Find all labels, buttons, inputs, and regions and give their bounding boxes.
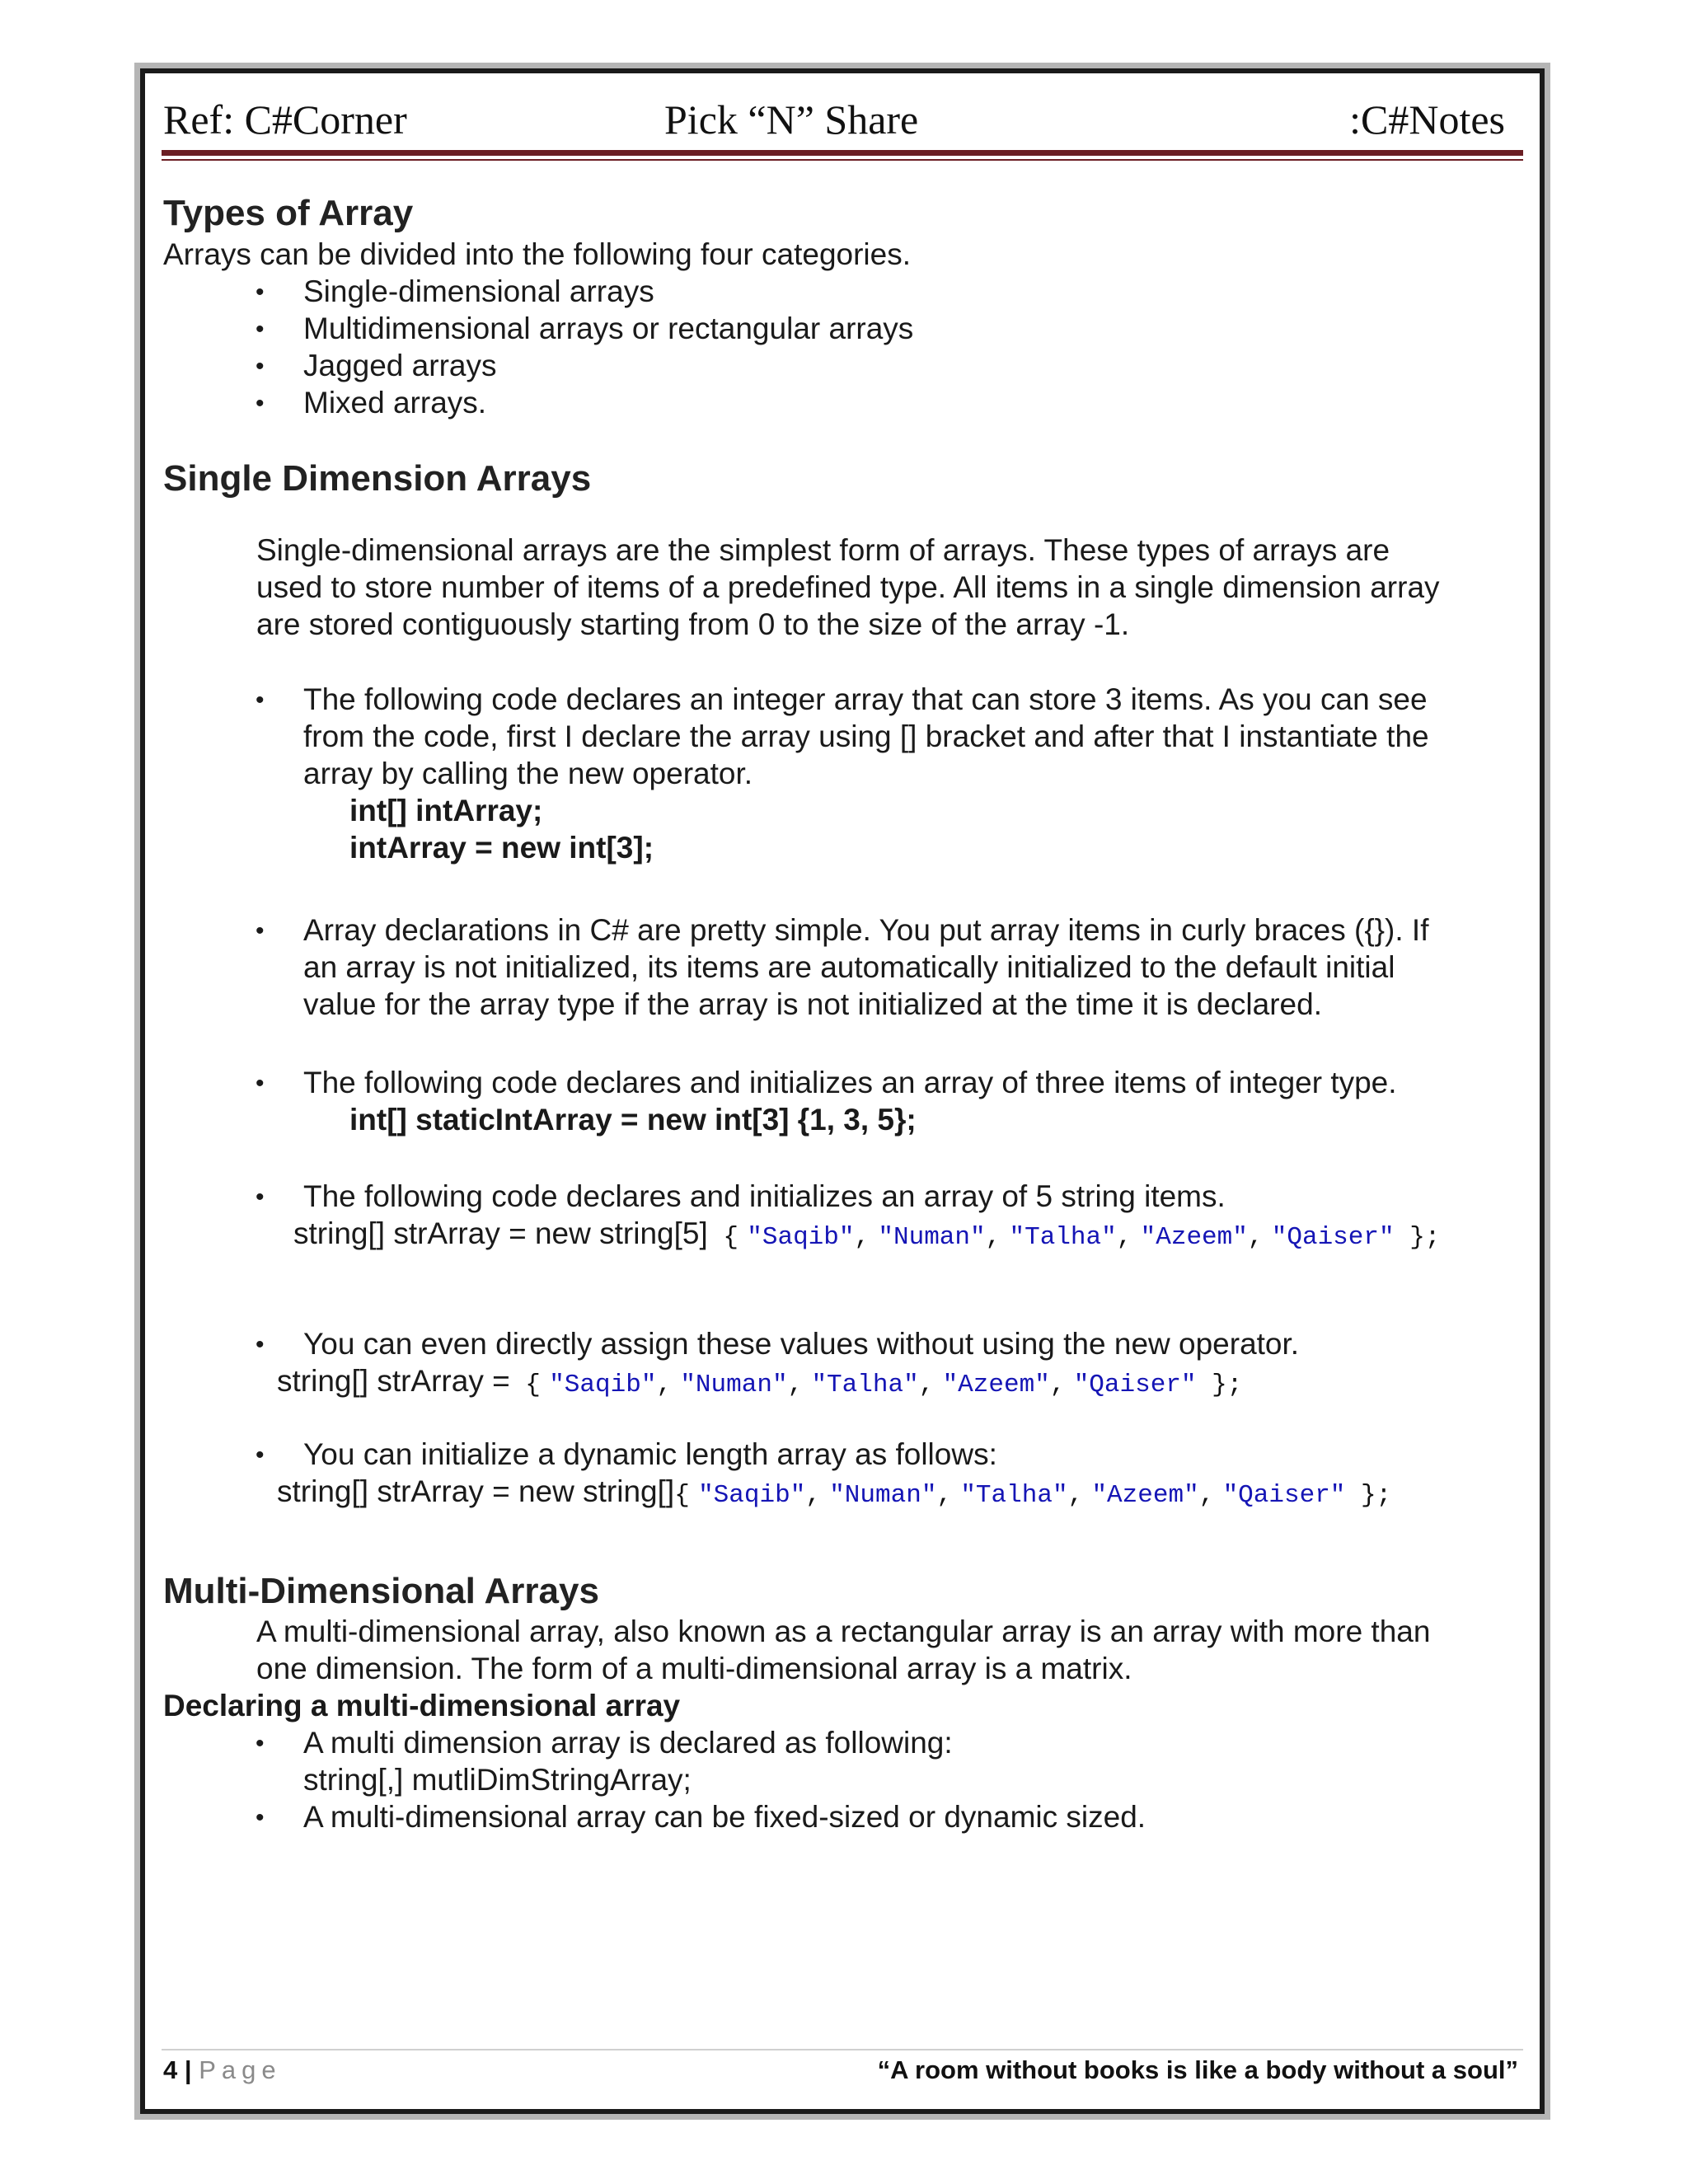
single-b1-line: array by calling the new operator. [303,757,753,790]
bullet-icon: • [256,1730,265,1757]
footer-page [163,2055,282,2085]
multi-b1-text: A multi dimension array is declared as following: [303,1726,953,1760]
code-comma: , [985,1223,1001,1252]
code-string: "Talha" [811,1371,919,1399]
bullet-icon: • [256,390,265,417]
types-item-3: Jagged arrays [303,349,497,382]
code-string: "Azeem" [1091,1481,1199,1510]
code-string: "Saqib" [747,1223,855,1252]
footer-page-label: Page [199,2055,282,2084]
bullet-icon: • [256,1441,265,1469]
single-b1-code-line: intArray = new int[3]; [349,831,654,865]
code-comma: , [787,1371,804,1399]
code-brace: { [707,1223,738,1252]
single-b1-line: from the code, first I declare the array using [] bracket and after that I instantiate the [303,719,1429,753]
multi-heading: Multi-Dimensional Arrays [163,1571,599,1611]
bullet-icon: • [256,353,265,380]
multi-b1-code: string[,] mutliDimStringArray; [303,1763,692,1797]
code-comma: , [805,1481,821,1510]
single-para-line: Single-dimensional arrays are the simplest form of arrays. These types of arrays are [256,533,1390,567]
bullet-icon: • [256,917,265,944]
code-comma: , [936,1481,953,1510]
bullet-icon: • [256,687,265,714]
code-comma: , [1247,1223,1264,1252]
code-string: "Saqib" [549,1371,657,1399]
code-string: "Talha" [960,1481,1068,1510]
header-right: :C#Notes [1349,96,1505,143]
bullet-icon: • [256,1070,265,1097]
code-prefix: string[] strArray = new string[5] [293,1216,708,1250]
types-heading: Types of Array [163,193,414,233]
single-b4-text: The following code declares and initializes an array of 5 string items. [303,1179,1226,1213]
footer-separator: | [184,2055,192,2084]
code-string: "Numan" [878,1223,986,1252]
single-b3-code: int[] staticIntArray = new int[3] {1, 3, 5}; [349,1103,917,1137]
code-string: "Talha" [1009,1223,1117,1252]
bullet-icon: • [256,1183,265,1211]
single-b5-text: You can even directly assign these values without using the new operator. [303,1327,1300,1361]
header-rule [162,150,1523,156]
header-left: Ref: C#Corner [163,96,407,143]
single-b5-code-line [277,1362,1242,1404]
code-string: "Saqib" [698,1481,806,1510]
footer-quote: “A room without books is like a body without a soul” [877,2055,1518,2084]
code-string: "Qaiser" [1073,1371,1197,1399]
code-prefix: string[] strArray = [277,1364,510,1398]
code-brace: { [509,1371,541,1399]
code-comma: , [854,1223,870,1252]
multi-subheading: Declaring a multi-dimensional array [163,1689,681,1722]
types-item-2: Multidimensional arrays or rectangular arrays [303,312,914,345]
single-b4-code-line [293,1215,1440,1256]
code-prefix: string[] strArray = new string[] [277,1474,675,1508]
code-string: "Qaiser" [1271,1223,1395,1252]
footer-page-number: 4 [163,2055,178,2084]
code-comma: , [1049,1371,1066,1399]
types-intro: Arrays can be divided into the following four categories. [163,237,912,271]
code-string: "Azeem" [942,1371,1050,1399]
multi-b2-text: A multi-dimensional array can be fixed-sized or dynamic sized. [303,1800,1146,1834]
code-comma: , [918,1371,935,1399]
single-b2-line: value for the array type if the array is not initialized at the time it is declared. [303,987,1322,1021]
code-comma: , [1116,1223,1132,1252]
code-brace: }; [1196,1371,1243,1399]
multi-para-line: one dimension. The form of a multi-dimensional array is a matrix. [256,1652,1132,1685]
types-item-1: Single-dimensional arrays [303,274,654,308]
code-comma: , [1198,1481,1215,1510]
single-b3-text: The following code declares and initializes an array of three items of integer type. [303,1066,1397,1099]
code-brace: }; [1394,1223,1441,1252]
bullet-icon: • [256,1331,265,1358]
single-para-line: used to store number of items of a predefined type. All items in a single dimension array [256,570,1440,604]
code-string: "Numan" [829,1481,937,1510]
single-para-line: are stored contiguously starting from 0 to the size of the array -1. [256,607,1130,641]
single-b6-code-line [277,1473,1391,1514]
code-string: "Azeem" [1140,1223,1248,1252]
header-center: Pick “N” Share [664,96,919,143]
types-item-4: Mixed arrays. [303,386,487,419]
bullet-icon: • [256,316,265,343]
bullet-icon: • [256,1804,265,1831]
bullet-icon: • [256,279,265,306]
code-brace: }; [1345,1481,1392,1510]
header-rule-thin [162,159,1523,161]
multi-para-line: A multi-dimensional array, also known as a rectangular array is an array with more than [256,1615,1431,1648]
single-b2-line: Array declarations in C# are pretty simple. You put array items in curly braces ({}). If [303,913,1429,947]
code-comma: , [656,1371,673,1399]
single-b2-line: an array is not initialized, its items are automatically initialized to the default initial [303,950,1395,984]
footer-rule [162,2049,1523,2050]
single-b1-code-line: int[] intArray; [349,794,543,827]
single-heading: Single Dimension Arrays [163,458,592,499]
single-b6-text: You can initialize a dynamic length array as follows: [303,1437,997,1471]
code-brace: { [674,1481,690,1510]
single-b1-line: The following code declares an integer array that can store 3 items. As you can see [303,682,1428,716]
code-string: "Qaiser" [1222,1481,1346,1510]
code-comma: , [1067,1481,1084,1510]
code-string: "Numan" [680,1371,788,1399]
